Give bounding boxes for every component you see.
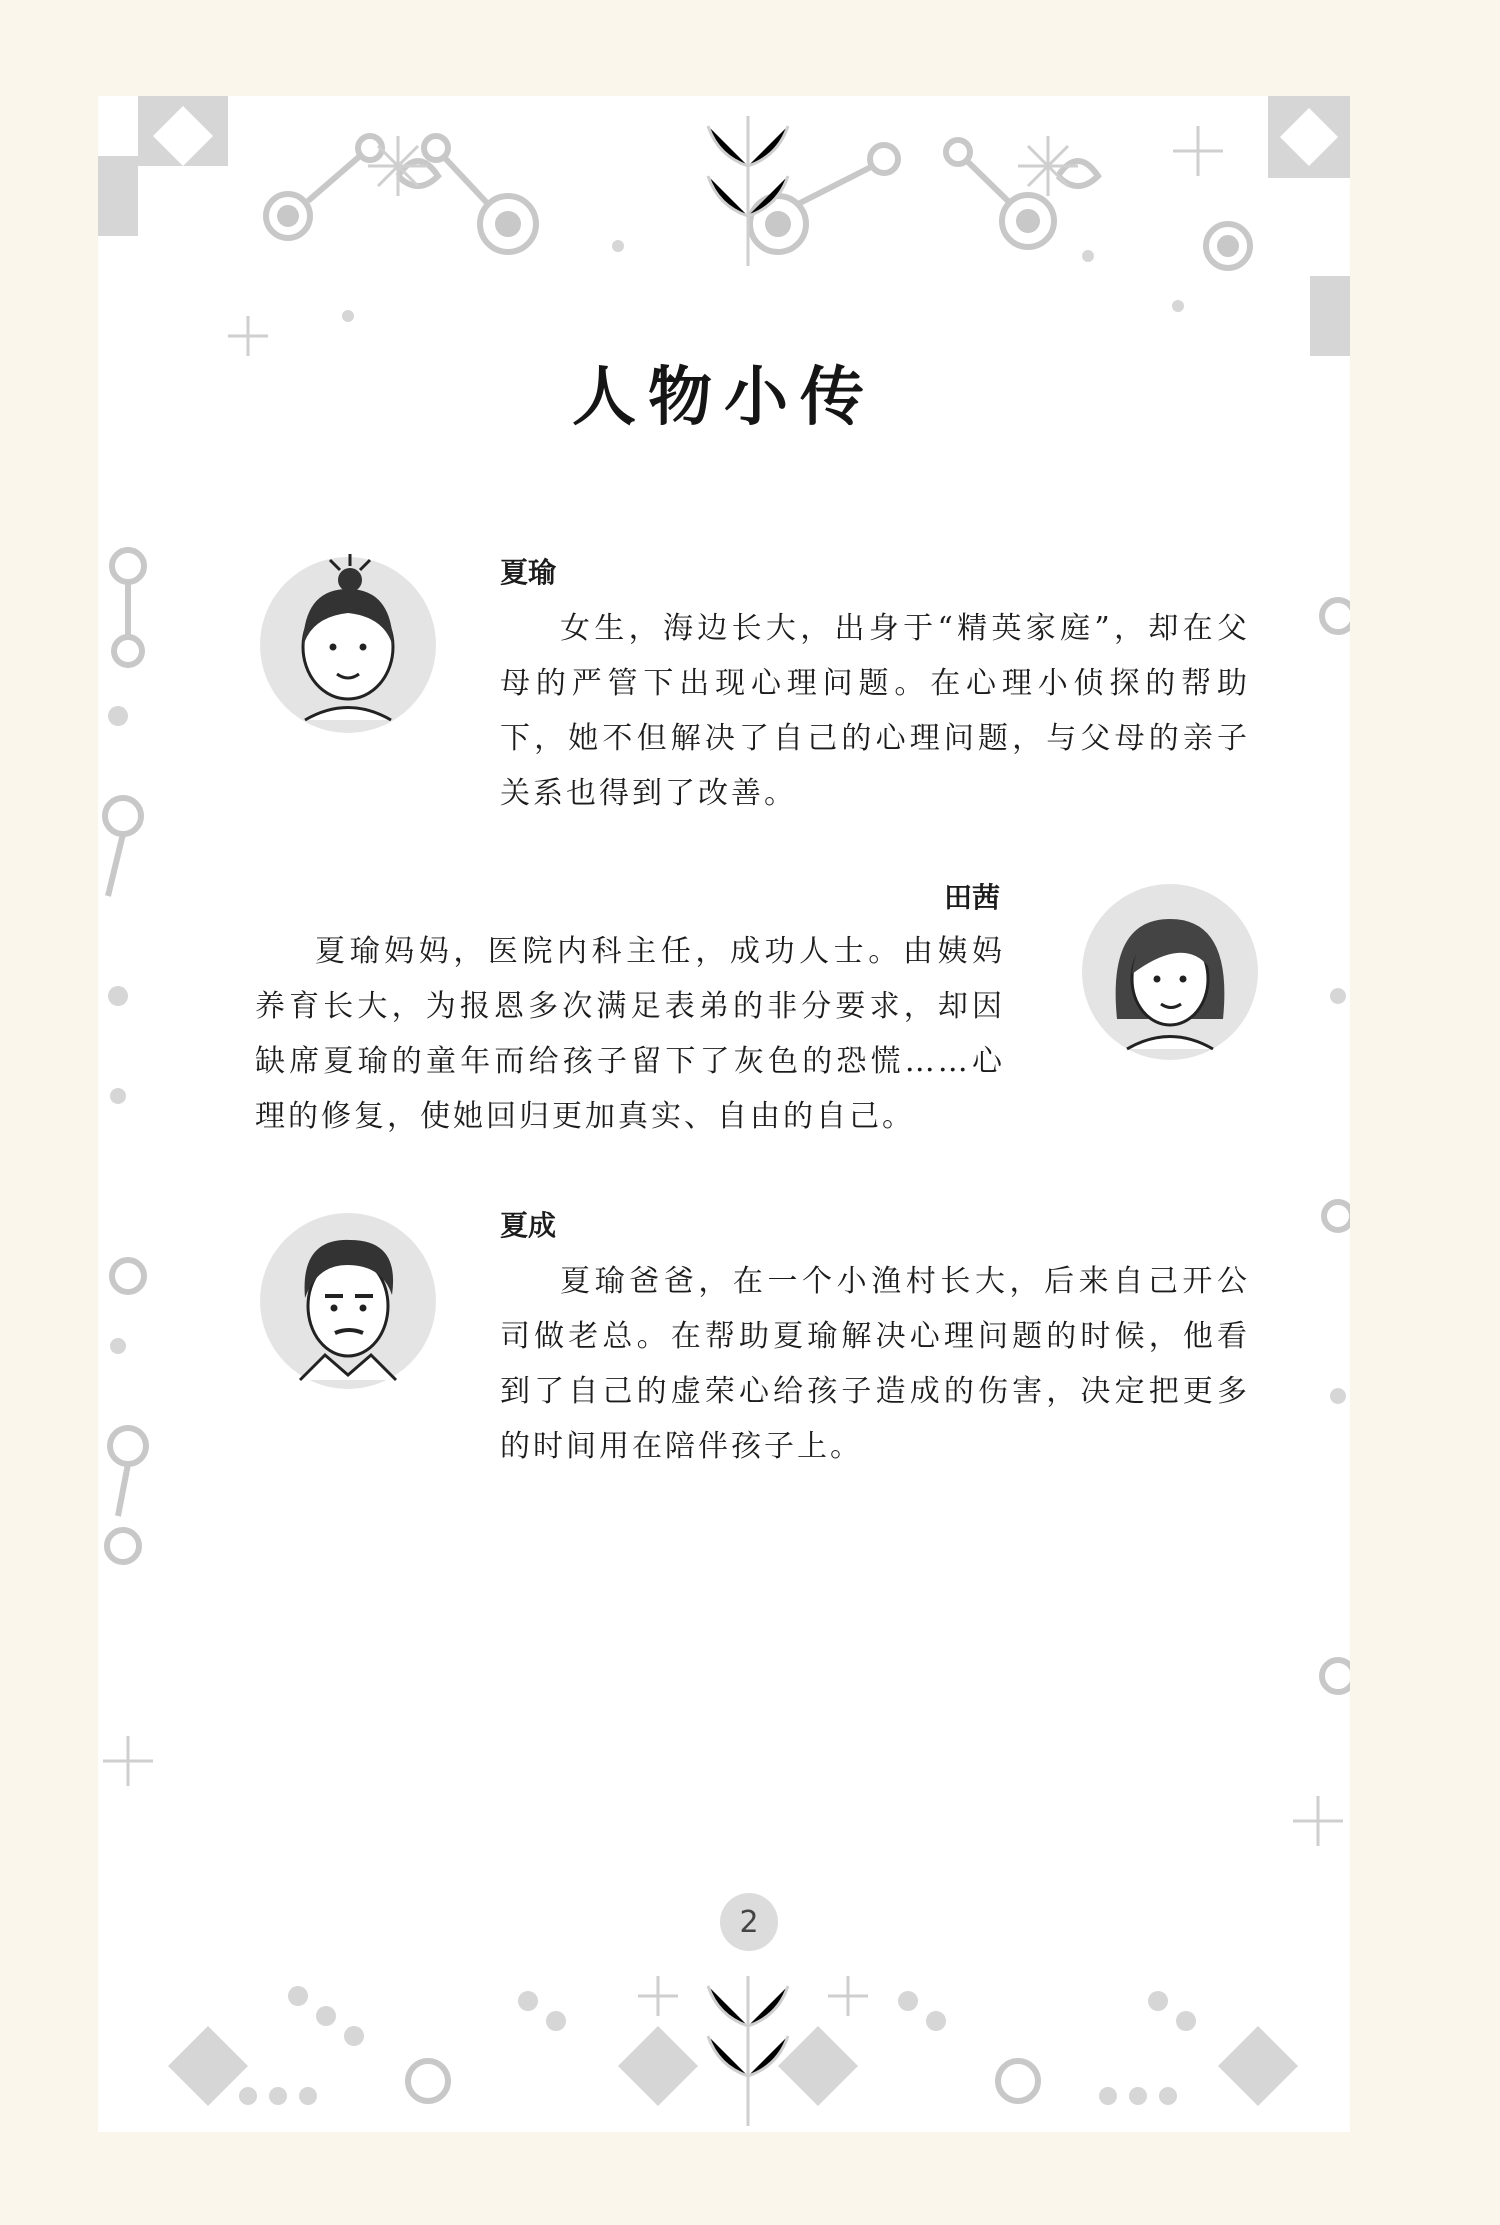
page-title: 人物小传 — [572, 361, 876, 435]
portrait-xiayu — [255, 552, 441, 738]
book-page — [98, 96, 1350, 2132]
page-number: 2 — [720, 1893, 778, 1951]
character-bio: 夏瑜妈妈，医院内科主任，成功人士。由姨妈养育长大，为报恩多次满足表弟的非分要求，却因缺席夏瑜的童年而给孩子留下了灰色的恐慌……心理的修复，使她回归更加真实、自由的自己。 — [255, 934, 1005, 1134]
character-bio: 女生，海边长大，出身于“精英家庭”，却在父母的严管下出现心理问题。在心理小侦探的帮助下，她不但解决了自己的心理问题，与父母的亲子关系也得到了改善。 — [500, 611, 1250, 811]
character-name: 田茜 — [944, 881, 1001, 914]
character-name: 夏成 — [500, 1209, 557, 1242]
character-bio: 夏瑜爸爸，在一个小渔村长大，后来自己开公司做老总。在帮助夏瑜解决心理问题的时候，他看到了自己的虚荣心给孩子造成的伤害，决定把更多的时间用在陪伴孩子上。 — [500, 1264, 1250, 1464]
portrait-tianqian — [1077, 879, 1263, 1065]
character-name: 夏瑜 — [500, 556, 557, 589]
portrait-xiacheng — [255, 1208, 441, 1394]
